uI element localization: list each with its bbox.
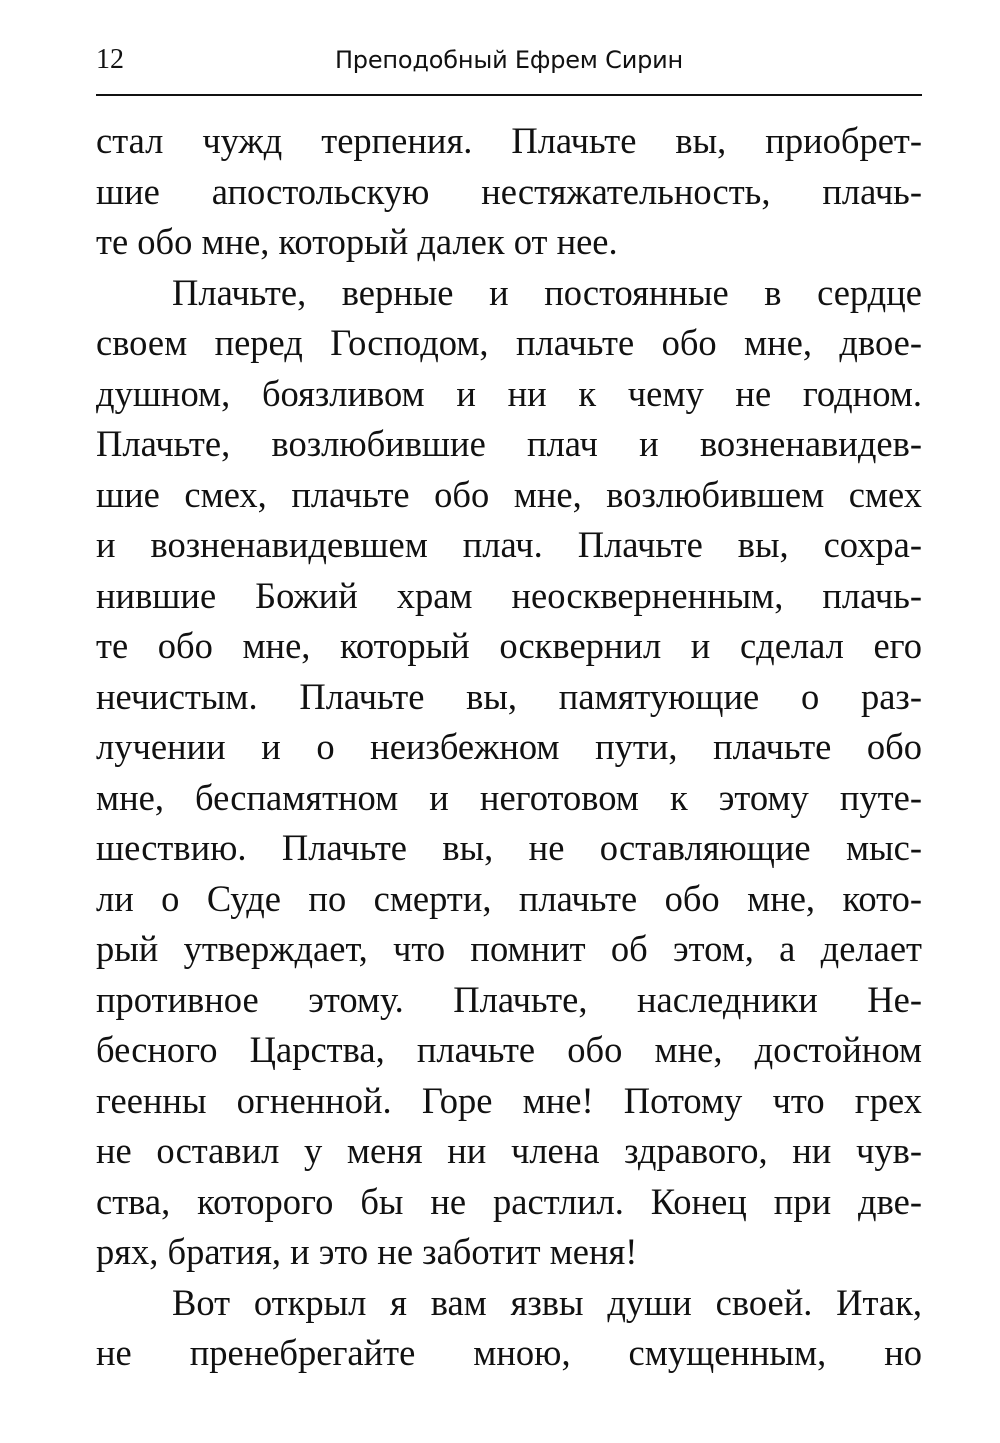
- text-line: шие апостольскую нестяжательность, плачь-: [96, 170, 922, 212]
- text-line: нившие Божий храм неоскверненным, плачь-: [96, 574, 922, 616]
- text-line: ли о Суде по смерти, плачьте обо мне, кото-: [96, 877, 922, 919]
- page-header: [96, 40, 922, 88]
- text-line: бесного Царства, плачьте обо мне, достойном: [96, 1029, 922, 1070]
- text-line: те обо мне, который осквернил и сделал его: [96, 625, 922, 666]
- text-line: шие смех, плачьте обо мне, возлюбившем смех: [96, 473, 922, 515]
- text-line: Вот открыл я вам язвы души своей. Итак,: [172, 1281, 922, 1323]
- header-rule: [96, 94, 922, 96]
- text-line: лучении и о неизбежном пути, плачьте обо: [96, 726, 922, 767]
- text-line: не оставил у меня ни члена здравого, ни чув-: [96, 1130, 922, 1171]
- text-line: своем перед Господом, плачьте обо мне, двое-: [96, 322, 922, 363]
- text-line: противное этому. Плачьте, наследники Не-: [96, 978, 922, 1020]
- page-number: 12: [96, 44, 124, 75]
- text-line: стал чужд терпения. Плачьте вы, приобрет-: [96, 120, 922, 161]
- text-line: мне, беспамятном и неготовом к этому путе-: [96, 776, 922, 818]
- text-line: Плачьте, возлюбившие плач и возненавидев-: [96, 423, 922, 464]
- text-line: и возненавидевшем плач. Плачьте вы, сохра-: [96, 524, 922, 565]
- body-text: [96, 116, 922, 1379]
- text-line: душном, боязливом и ни к чему не годном.: [96, 372, 922, 414]
- text-line: шествию. Плачьте вы, не оставляющие мыс-: [96, 827, 922, 868]
- text-line: рях, братия, и это не заботит меня!: [96, 1231, 638, 1272]
- text-line: рый утверждает, что помнит об этом, а делает: [96, 928, 922, 969]
- text-line: не пренебрегайте мною, смущенным, но: [96, 1332, 922, 1373]
- text-line: ства, которого бы не растлил. Конец при две-: [96, 1180, 922, 1222]
- text-line: те обо мне, который далек от нее.: [96, 221, 618, 262]
- text-line: нечистым. Плачьте вы, памятующие о раз-: [96, 675, 922, 717]
- running-title: Преподобный Ефрем Сирин: [334, 46, 684, 74]
- text-line: Плачьте, верные и постоянные в сердце: [172, 271, 922, 313]
- text-line: геенны огненной. Горе мне! Потому что грех: [96, 1079, 922, 1121]
